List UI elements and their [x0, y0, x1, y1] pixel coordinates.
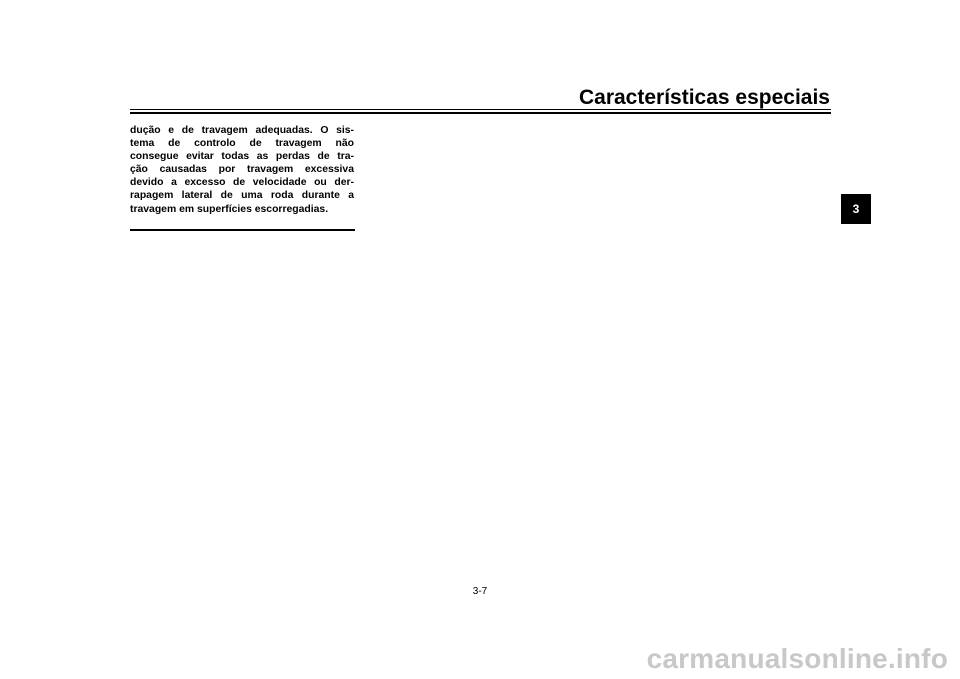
- warning-text-line: tema de controlo de travagem não: [130, 138, 354, 150]
- header-rule-thin: [130, 109, 831, 110]
- warning-text-line: consegue evitar todas as perdas de tra-: [130, 151, 354, 163]
- watermark-text: carmanualsonline.info: [646, 643, 948, 674]
- chapter-tab: 3: [841, 194, 871, 224]
- warning-text-line: dução e de travagem adequadas. O sis-: [130, 125, 354, 136]
- warning-text-line: rapagem lateral de uma roda durante a: [130, 190, 354, 202]
- warning-text-line: travagem em superfícies escorregadias.: [130, 203, 329, 215]
- page-section-title: Características especiais: [578, 86, 830, 109]
- warning-end-rule: [130, 229, 355, 231]
- header-rule-thick: [130, 112, 831, 114]
- warning-text-block: [130, 124, 354, 216]
- warning-text-line: devido a excesso de velocidade ou der-: [130, 177, 354, 189]
- warning-text-line: ção causadas por travagem excessiva: [130, 164, 354, 176]
- page-number: 3-7: [472, 586, 488, 597]
